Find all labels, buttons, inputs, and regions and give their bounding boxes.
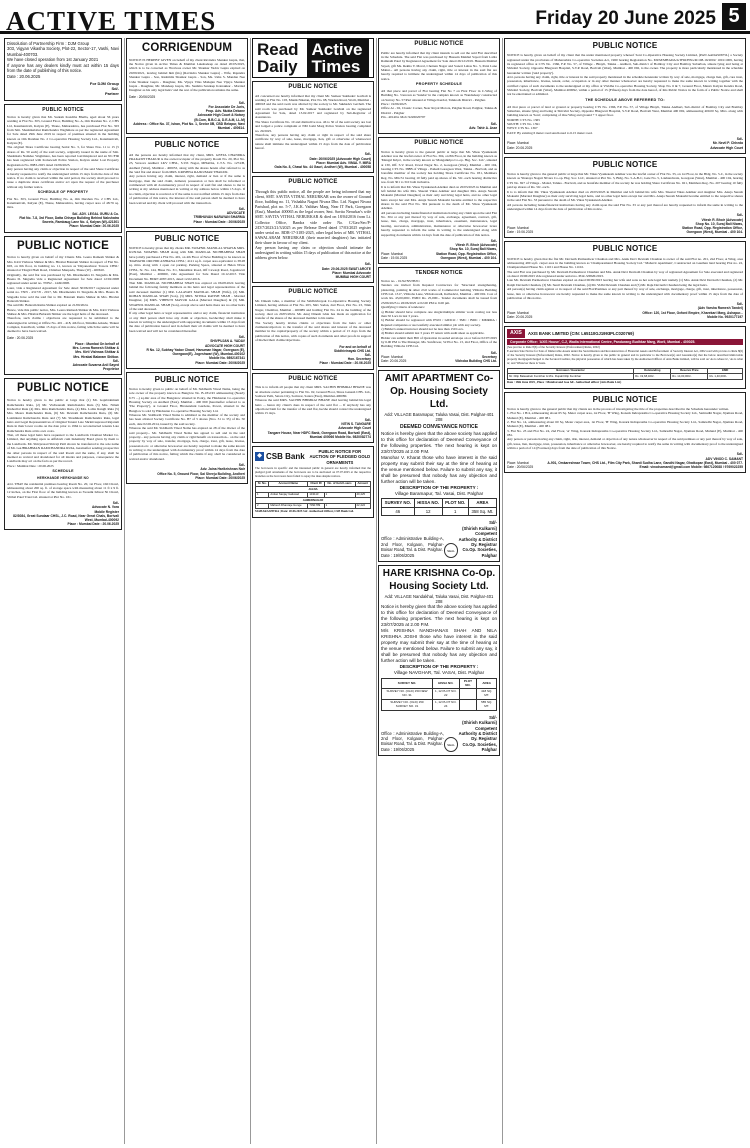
notice-signature: Sd/- ADVOCATE TRIBHUVAN NARAYAN SHARMA Place : Mumbai Date : 20/06/2025 bbox=[193, 206, 245, 224]
public-notice-thakur bbox=[126, 137, 248, 227]
table-cell: 418 SQ. MT. bbox=[477, 689, 497, 700]
notice-heading: PUBLIC NOTICE bbox=[16, 382, 110, 395]
notice-body: All concerned are hereby informed that my client Mr. Sameer Sukhadev Gavhali is residing at Flat No. 103, Manik Niketan, Plot No. 68, Warden Road, Worli, Mumbai - 400018 and the said room was allotted by the society to Mr. Sukhadev Gavhali. The said room was purchased by Mr. Sameer Sukhadev Gavhali on the registered Agreement for Sale, dated 13.02.2017 and registered by Sub-Registrar of Assurances. The Share Certificate No. 10 and distinctive nos. 46 to 50 of the said society are lost and lodged a police complaint at NM Joshi Marg Police Station bearing complaint no. 29/2025. Therefore, any persons having any claim or right in respect of the said share certificate by way of sale, lease, mortgage, lien, gift or otherwise of whatsoever nature shall intimate the undersigned within 15 days from the date of publication hereof. bbox=[255, 93, 372, 150]
notice-signature: Sd/- For Associate De Juris, Prop. Adv. Mukta Dekane Advocate High Court & Notary (B.Com, B.B.C.A, D.E.A.M, LL.M) Address : Office No. 37, Ishan, Plot No. 1, Sector 8B, CBD Belapur, Navi Mumbai - 400614. bbox=[133, 100, 245, 131]
notice-place-date: Place: Mumbai Date : 20/06/2025 bbox=[507, 460, 534, 470]
table-header-cell: AREA bbox=[468, 499, 496, 508]
notice-body: Notice no. - 01/92/NSTH/01 Tenders are invited from Reputed Contractors for 'Structural strengthening, plastering, painting & other civil works of Commercial building Vibhoba Building CHS Ltd. 1317, Vibhoba Lane, Vibhobawadi, Kalbadevi, Mumbai - 400 002. Cost of work Rs. 45,00,000/- EMD: Rs. 25,000/-. Tender documents shall be issued from 23/06/2025 to 26/06/2025 at 02.00 PM to 6.00 pm. Qualifying Criteria of tenderers: a) Bidder should have complete one single/multiple similar work costing not less than 50 Lacs in last 3 years. b) Bidder should be registered with PWD / GIDCO / TMC / BMC / MMRDA / Reputed companies or successfully executed similar job with any society. c) Bidder's annual turnover should not be less than 150 Lacs. d) Bidder should submit last 3 years IT return with audit sheet as applicable. Bidder can submit their Bill of Quotation in sealed envelope on or before 02/07/2025 by 6.00 PM to The Manager, Ms. Sunflower, 52 Plot No. 13, 2nd Floor, Office of the Building Vibhoba CHS Ltd. bbox=[381, 278, 497, 349]
table-cell: Rs. 1,40,000/- bbox=[708, 374, 743, 380]
notice-body: Notice is hereby given that the above society has applied to this office for declaration of Deemed Conveyance of the following properties. The next hearing is kept on 23/07/2025 at 2.00 P.M. Manohar V. Kharat those who have interest in the said property may submit their say at the time of hearing at the venue mentioned below. Failure to submit any say, it shall be presumed that nobody has any objection and further action will be taken. bbox=[381, 430, 497, 484]
notice-body: Through this public notice, all the people are being informed that my client, SMT. SAVITA VITHAL NERURKAR was the owner of Ground floor, building no. 11, Vishakha Nagari Nivara Dho. Ltd. Nagari Nivara Parishad, plot no. 5-7, J.K.K. Vaibhav Marg, Near IT Park, Goregaon (East), Mumbai 400065 as the legal owner, Smt. Savita Nerurkar's wife SMT. SAVITA VITHAL NERURKAR & died on 18/04/2016 from Lt. Collector Office, Bandra vide order No. C/Gav/Sec/P-2/D/7/2023/21/3/2025 as per Release Deed dated 17/03/2025 register under serial no. BDR-17-3185-2025, other legal heirs of MR. VITHAL SAWALARAM NERURKAR (their married daughters) has initiated their share in favour of my client. Any person having any claim or objection should intimate the undersigned in writing within 15 days of publication of this notice at the address given below. bbox=[255, 188, 371, 261]
table-cell: Mahesh Dhanraje Gunge bbox=[269, 503, 308, 509]
notice-heading: PUBLIC NOTICE bbox=[288, 84, 338, 90]
notice-heading: TENDER NOTICE bbox=[415, 269, 463, 276]
notice-heading: PUBLIC NOTICE bbox=[288, 375, 338, 382]
notice-body: Notice is hereby given to the general public that my clients are in the process of investigating the title of the properties described in the Schedule hereunder written. 1. Flat No. 1 B/4, admeasuring about 65 Sq. Meter carpet area, 1st Floor, 'B' Wing, Konark Indraprastha Co-operative Housing Society Ltd., Samrudhi Nagar, Jijamata Road, Mulund (E), Mumbai - 400 081. 2. Flat No. 14, admeasuring about 60 Sq. Meter carpet area, 1st Floor, 'B' Wing, Konark Indraprastha Co-operative Housing Society Ltd., Samrudhi Nagar, Jijamata Road, Mulund (E), Mumbai - 400 081. 3. Flat No. 23 and Flat No. 24, 2nd Floor, 'A' Wing, Konark Indraprastha Co-operative Housing Society Ltd., Samrudhi Nagar, Jijamata Road, Mulund (E), Mumbai - 400 081. Any person or persons having any claim, right, title, interest, demand or objection of any nature whatsoever in respect of the said premises or any part thereof by way of sale, gift, lease, lien, mortgage, trust, possession, inheritance or otherwise howsoever, are hereby required to notify the same in writing with documentary proof to the undersigned within a period of 14 (Fourteen) days from the date of publication of this Notice. bbox=[507, 406, 743, 451]
banner-line-2: Active Times bbox=[307, 39, 369, 77]
description-village: Village Baramapur, Tal. Vasai, Dist. Palghar bbox=[394, 490, 484, 496]
notice-body: Notice is hereby given to the general public at large that Mr. Vikas Vyankatesh Adelkar was the lawful owner of Flat No. 33, on 1st Floor, in the Bldg. No. 5-C, in the society known as 'Shanaya Nagari Nivara Co-op. Hsg. Soc. Ltd.', situated at Plot No. 5, Bldg. No. 5-A-B-C, Gate No. 5, Lokhandwala, Goregaon (West), Mumbai - 400 104, bearing CTS No. 827 of Village - Malad, Taluka - Borivali, and as bonafide member of the society he was holding Share Certificate No. 021, Members Reg. No. 207 bearing 10 fully paid up shares of Rs. 50/- each. It is to inform that Mr. Vikas Vyankatesh Adelkar died on 20/03/2025 in Mumbai and left behind his wife Mrs. Sheetal Vikas Adelkar and daughter Mrs. Anuja Suresh Mokashi (Married Daughter) as their only surviving legal heirs, and no other legal heirs except her and Mrs. Anuja Suresh Mokashi became entitled to the respective shares in the said Flat No. 33 pursuant to the death of Mr. Vikas Vyankatesh Adelkar. All persons including banks/financial institutions having any claim upon the said Flat No. 33 or any part thereof are hereby requested to inform the same in writing to the undersigned within 14 days from the date of publication of this notice. bbox=[507, 172, 743, 211]
notice-date: Date : 20/06/2025 bbox=[129, 94, 156, 99]
table-header-cell: Account Name bbox=[269, 481, 308, 487]
corrigendum-notice bbox=[126, 38, 248, 134]
bank-office-address: Corporate Office: 'AXIS House', C-2, Wadia International Centre, Pandurang Budhkar Marg, Worli, Mumbai - 400025. bbox=[507, 339, 743, 345]
axis-bank-logo-icon: AXIS bbox=[507, 329, 525, 338]
table-header-cell: SURVEY NO. bbox=[382, 499, 415, 508]
table-header-row bbox=[382, 499, 497, 508]
public-notice-soni-chs bbox=[504, 38, 746, 154]
public-notice-ghia bbox=[252, 286, 374, 369]
office-address: Office : Administrative Building-A, 2nd Floor, Kolgaon, Palghar-Boisar Road, Tal. & Dist. Palghar. Date : 19/06/2025 bbox=[381, 536, 444, 558]
notice-place-date: Place: Mumbai Date: 20.06.2025 bbox=[507, 310, 533, 319]
notice-heading: PUBLIC NOTICE bbox=[414, 41, 464, 47]
notice-heading: CORRIGENDUM bbox=[141, 42, 233, 54]
column-divider bbox=[376, 38, 377, 1144]
notice-body: Public are hereby informed that my client intends to sell out the said Flat described in the Schedule. The said Flat was purchased by Hussain Makbul Sayed from Lalita Ramnath Patel by Registered Agreement for Sale dated 26/12/2019. Hussain Makbul Sayed, gift Ms. Rekha V. Moral, Chetnan Nagar and Soneri Lahas No. 3, Parsi Lane Mahur... All persons having any claim, right, title or interest in the said flat are hereby required to intimate the undersigned within 14 days of publication of this notice. bbox=[381, 50, 497, 81]
notice-signature: Place : Mumbai On behalf of Mrs. Leena Ramesh Shitkar & Mrs. Kirti Vishwas Shitkar & Mrs. Hirabai Balaram Shitkar. Sd/- Advocate Suvarna Anil Sayed Proprietor bbox=[72, 341, 119, 372]
notice-signature: Sd/- Vitesh R. Bhoir (Advocate) Shop No. 10, Suraj Bali Niwas, Station Road, Opp. Registration Office, Goregaon (West), Mumbai - 400 104. bbox=[682, 213, 743, 235]
description-heading: DESCRIPTION OF THE PROPERTY : bbox=[399, 664, 479, 670]
notice-body: All the persons are hereby informed that my client, MRS. GEETA CHANDRA PRAKASH THAKUR is the owner/occupier of the property Room No. 20, Plot No. 23, Versova Andheri LKV CHSL, S.V.P. Nagar, MHADA, C.T.S. No. 1274/B, Andheri (West), Mumbai - 400053, along with the shares herein after referred to as the 'said flat and shares' from MRS. KRISHNA RAJKUMAR THAKUR. Any person having any claim, interest, right, demand or lien or if the same is mortgage, then the said claim, demand, possession or lien shall be informed or commenced with all documentary proof in respect of said flat and shares to me in writing at my address mentioned in writing at my address below within 15 days. If no claim, objection is received or if the same is not notified within 15 days from date of publication of this notice, the interest of the said person shall be deemed to have been waived and my client will proceed with the transaction. bbox=[129, 152, 245, 205]
notice-body: NOTICE IS HEREBY GIVEN on behalf of my client Ravindra Shankar Gupta, that, the Notice given in Active Times & Mumbai Lakshadeep on dated 20/05/2025, which is to be corrected as 'Previous owner Mr. Shankar Yadav Gupta expired on 20/09/2021, leaving behind him (his) (Ravindra Shankar Gupta) - Wife, Rajendra Shankar Gupta - Son, Rashmila Shankar Gupta - Son, Ms. Usha S. Mandan Nee Usha Shankar Gupta - Daughter, Ms. Vijaya Vilas Mahajan Nee Vijaya Shankar Gupta - Daughter, Mr. Mandeep Gupta, Ms. Sushma Sandeep Kotnakkar - Married Daughter as his only legal heirs' and the rest of the publication remains the same. bbox=[129, 57, 245, 93]
table-header-cell: No. of Gold Loans bbox=[324, 481, 355, 487]
public-notice-shitkar bbox=[4, 236, 122, 376]
notice-signature: Sd/- (Shirish Kulkarni) Competent Authority & District Dy. Registrar Co.Op. Societies, Palghar bbox=[458, 714, 497, 753]
table-header-cell: PLOT NO. bbox=[459, 678, 477, 689]
description-heading: DESCRIPTION OF THE PROPERTY : bbox=[399, 484, 479, 490]
public-notice-adelkar-304 bbox=[378, 137, 500, 264]
table-body bbox=[256, 487, 371, 509]
axis-bank-auction-notice bbox=[504, 326, 746, 388]
table-header-cell: Amount bbox=[355, 481, 371, 487]
notice-heading: PUBLIC NOTICE bbox=[288, 289, 338, 296]
csb-auction-notice bbox=[252, 446, 374, 518]
notice-body: Notice is hereby given to the general public at large that Mr. Vikas Vyankatesh Adelkar was the lawful owner of Flat No. 304, on 8th Floor, in the building known as 'Mangal Kripa', in the society known as 'Mangalkripa Co-op. Hsg. Soc. Ltd.', situated at 130, Off. S.V. Road, Ursod Nagar No. 2, Goregaon (West), Mumbai - 400 104, bearing CTS No. 388B of Village - Pahadi Goregaon West, Taluka - Borivali, and as bonafide member of the society has holding Share Certificate No. 031, Members Reg. No. MK/31 bearing 10 fully paid up shares of Rs. 50/- each bearing distinctive nos. from 301 to 310 both inclusive. It is to inform that Mr. Vikas Vyankatesh Adelkar died on 20/03/2025 in Mumbai and left behind his wife Mrs. Sheetal Vikas Adelkar and daughter Mrs. Anuja Suresh Mokashi (Married Daughter) as their only surviving legal heirs, and no other legal heirs except her and Mrs. Anuja Suresh Mokashi became entitled to the respective shares in the said Flat No. 304 pursuant to the death of Mr. Vikas Vyankatesh Adelkar. All persons including banks/financial institutions having any claim upon the said Flat No. 304 or any part thereof by way of sale, exchange, agreement, contract, gift, lease, lien, charge, mortgage, trust, inheritance, easement, maintenance, legal hearing, succession, administration, maintenance or otherwise howsoever is/are hereby requested to inform the same in writing to the undersigned along with supporting documents within 14 days from the date of publication of this notice. bbox=[381, 149, 497, 237]
table-header-cell: HISSA NO. bbox=[414, 499, 442, 508]
table-header-cell: EMD bbox=[708, 368, 743, 374]
notice-body: Notice is hereby given on behalf of my Clients Mrs. Leena Ramesh Shitkar & Mrs. Kirti Vishwas Shitkar & Mrs. Hirabai Balaram Shitkar in respect of Flat No. 603, on 6th floor, in building no. 11, known as 'Dnyaneshwar Towers CHSL' situated at Tilagiri Hadi Road, Chitalsar Manpada, Thane (W) - 400610. Originally, the said flat was purchased by Mr. Dharmendra D. Singadia & Mrs. Heena D. Singadia vide a Registered Agreement for Sale dated 12/02/2008 registered under serial no. TNN2 - 1449/2008. Later, vide a Registered Agreement for Sale dated 30/06/2017 registered under serial no. TNN - 4317/8 - 2017, Mr. Dharmendra D. Singadia & Mrs. Heena D. Singadia have sold the said flat to Mr. Balaram Rama Shitkar & Mrs. Hirabai Balaram Shitkar. The said Mr. Balaram Rama Shitkar expired on 21/06/2024. Hence, vide this public notice, Mrs. Leena Ramesh Shitkar & Mrs. Kirti Vishwas Shitkar & Mrs. Hirabai Balaram Shitkar are the legal heirs of the deceased. Therefore, such claims / objections are requested to be submitted to the undersigned in writing at Office No. 401 - 418, 4th floor, Shindhu Arkade, Thakur Complex, Kandivali, within 15 days of this notice, failing which the same will be deemed to have been waived. bbox=[7, 255, 119, 334]
table-row bbox=[382, 507, 497, 516]
notice-body: This is to inform all people that my client MRS. SACHIN BHIMRAJ BHANE was an absolute owner pertaining to Flat No. 02, Ground Floor, Shree Ganesh CHS. Ltd., Somwar Peth, Satara City, Somwar, Satara (East), Mumbai-400080. Whereas the said MRS. SACHIN BHIMRAJ BHANE died leaving behind his legal heirs ... hence my client's dues in respect of the said flat ... If anybody has any objection/claim for the transfer of the said flat, he/she should contact the undersigned within 15 days. bbox=[255, 385, 371, 416]
auction-table bbox=[507, 368, 743, 380]
notice-place-date: Place: Mumbai Date: 20.06.2025 bbox=[381, 354, 407, 364]
table-row bbox=[508, 374, 743, 380]
notice-heading: PUBLIC NOTICE bbox=[154, 374, 220, 384]
public-notice-gavhali bbox=[252, 81, 374, 173]
branch-name: AHMEDNAGAR bbox=[256, 498, 371, 504]
office-address: Office : Administrative Building-A, 2nd Floor, Kolgaon, Palghar-Boisar Road, Tal. & Dist. Palghar. Date : 19/06/2025 bbox=[381, 730, 444, 752]
notice-signature: Sd/- Advocate N. Vora Mobile Register 82/3084, Great Sundaar CHSL, J.C. Road, Near Great Chals, Borivali West, Mumbai-400092 Place : Mumbai Date : 20.06.2025 bbox=[13, 501, 119, 527]
table-header-row bbox=[382, 678, 497, 689]
notice-signature: Sd/- Date: 20/06/2025 (Advocate High Court) Place: Mumbai Adv. VIMAL Y. MIRA Gala No. 8, Chawl No. 44 Gauri, Andheri (W), Mumbai - 400058 bbox=[274, 152, 371, 169]
table-header-cell: Reserve Price bbox=[671, 368, 708, 374]
notice-footer: Date : 18th June 2025 , Place : Mumbai and Goa Sd/- Authorized officer (Axis Bank Ltd.) bbox=[507, 379, 622, 384]
notice-body: (See proviso to Rule 8(6) of the Security Interest (Enforcement) Rules, 2002) E-auction Sale Notice for Sale of Immovable Assets under the Securitisation and Reconstruction of Financial Assets and Enforcement of Security Interest Act, 2002 read with proviso to Rule 8(6) of the Security Interest (Enforcement) Rules, 2002. Notice is hereby given to the public in general and in particular to the Borrower(s) and Guarantor(s) that the below described immovable property mortgaged/charged to the Secured Creditor, the physical possession of which has been taken by the Authorised Officer of Axis Bank Limited, will be sold on 'As is where is', 'As is what is', and 'Whatever there is' basis. bbox=[507, 345, 743, 365]
page-number: 5 bbox=[722, 3, 746, 30]
schedule-body: Flat No. 303, Ground Floor, Building No. A, Om Darshan No. 2 CHS Ltd., Katemanivali, Kalyan (E), Thane, Maharashtra, having carpet area of 48.76 sq. mtrs. bbox=[7, 196, 119, 210]
csb-header bbox=[255, 449, 371, 465]
public-notice-konark bbox=[504, 392, 746, 474]
society-name: HARE KRISHNA Co-Op. Housing Society Ltd. bbox=[382, 568, 496, 592]
bank-name: AXIS BANK LIMITED (CIN: L65110GJ1993PLC020769) bbox=[528, 330, 634, 336]
notice-body: Dissolution of Partnership Firm : DJM Group 303, Vigyan Vikasha Society, Plot-22, Sector-17, Vashi, Navi Mumbai-400703. We have closed operation from 1st January 2021 If anyone has any dealers kindly must act within 15 days from the date of publishing of this notice. Date : 20.06.2025 bbox=[7, 41, 119, 79]
table-cell: SURVEY NO. (OLD) 150 SURVEY NO. 31 bbox=[382, 700, 433, 711]
notice-body: The borrowers in specific and the interested public in general are hereby informed that the pledged gold ornaments of the borrowers are to be auctioned on 07.07.2025 at the respective branches as the borrowers have failed to repay the dues despite notices. bbox=[255, 466, 371, 478]
seal-icon: SEAL bbox=[444, 737, 458, 752]
public-notice-adelkar-33 bbox=[504, 157, 746, 239]
notice-place-date: Place: Mumbai Date : 19.06.2025 bbox=[381, 251, 408, 260]
property-table bbox=[381, 498, 497, 516]
csb-logo: ◆ CSB Bank bbox=[255, 452, 305, 462]
table-cell: 1, 12 PLOT NO. 22 bbox=[432, 689, 459, 700]
table-cell: 1 bbox=[324, 503, 355, 509]
table-cell: Rs. 14,00,000/- bbox=[671, 374, 708, 380]
read-daily-banner bbox=[252, 38, 374, 78]
notice-signature: Sd/- Vitesh R. Bhoir (Advocate) Shop No. 10, Suraj Bali Niwas, Station Road, Opp. Registration Office, Goregaon (West), Mumbai - 400 104. bbox=[436, 238, 497, 260]
notice-signature: Sd/- NITIN S. TANGARE Advocate High Court Tangare House, Near HDFC Bank, Goregaon Road, Borivali (East), Mumbai 400066 Mobile No. 9820082774 bbox=[267, 417, 371, 439]
table-cell: 46 bbox=[382, 507, 415, 516]
issue-date: Friday 20 June 2025 bbox=[535, 8, 716, 29]
notice-signature: Sd/- ADV VINOD C. SAMANT A-901, Omkareshwar Tower, CHS Ltd., Film City Park, Shanti Sudha Lane, Gandhi Nagar, Ghatkopar (East), Mumbai - 400 077. Email: vinodsamant@gmail.com Mobile: 9867120088 / 9769022255 bbox=[547, 452, 743, 470]
society-name: AMIT APARTMENT Co-Op. Housing Society Ltd. bbox=[384, 373, 494, 410]
public-notice-bhalla bbox=[4, 104, 122, 233]
table-cell: 1 bbox=[256, 492, 269, 498]
table-cell: 1, 12 PLOT NO. 24 bbox=[432, 700, 459, 711]
axis-header bbox=[507, 329, 743, 338]
schedule-heading: PROPERTY SCHEDULE bbox=[415, 82, 463, 87]
notice-body: Notice is hereby given that the above society has applied to this office for declaration of Deemed Conveyance of the following properties. The next hearing is kept on 23/07/2025 at 2.00 P.M. M/s KRISHNA NANDHANAS SHAH AND NILA KRISHNA JOSHI those who have interest in the said property may submit their say at the time of hearing at the venue mentioned below. Failure to submit any say, it shall be presumed that nobody has any objection and further action will be taken. bbox=[381, 604, 497, 664]
table-cell: 12 bbox=[414, 507, 442, 516]
table-cell: 22,422 bbox=[355, 503, 371, 509]
public-notice-nerurkar bbox=[252, 176, 374, 283]
table-row bbox=[382, 689, 497, 700]
table-header-cell: Borrower / Guarantor bbox=[508, 368, 634, 374]
notice-heading: PUBLIC NOTICE bbox=[592, 244, 658, 254]
hare-krishna-notice bbox=[378, 565, 500, 756]
notice-date: Date : 20.06.2025 bbox=[7, 335, 34, 340]
column-divider bbox=[502, 38, 503, 1144]
notice-signature: Sd/- (Adv Varsha Ramesh Tandel) Office: 120, 1st Floor, Oxford Empire, Kharekari Marg, Ashapur... Mobile No. 9920177197 bbox=[642, 302, 743, 319]
table-cell: 2 bbox=[256, 503, 269, 509]
schedule-heading: THE SCHEDULE ABOVE REFERRED TO: bbox=[585, 97, 665, 102]
column-divider bbox=[250, 38, 251, 1144]
notice-body: NOTICE is hereby given on behalf of my client that the under mentioned property whereof Soni Co-Operative Housing Society Limited, (PAN AADAS0675L) a Society registered under the provisions of Maharashtra Co-operative Societies Act, 1960 bearing Registration No. MUM/MHADA/GTHO/HSG/R/108-16/2002/ 1001/1009, having its registered office at CTS No. 1366, F.P. No. 57, of Village - Bhayli, Taluka - Andheri, Sub-district of Bombay City and Bombay Suburban, situate lying and being at Shivshri Society, Opposite Bhagwati Hospital, S.V.P. Road, Borivali (West), Mumbai - 400 092, is the owner. The property is more particularly mentioned in the schedule hereunder written ('said property'). ALL persons having any claim, right, title or interest in the said property mentioned in the schedule hereunder written by way of sale, mortgage, charge lien, gift, care trust, possession, inheritance, license, tenant, order, occupation or in any other manner whatsoever are hereby requested to make the same known in writing together with the certified copies of such documents to the undersigned at my office at Vividha Co-operative Housing Society, Shop No. 6 & 7, Ground Floor, Manav Kalyan Kendra Road, Shivshri Society, Borivali (West), Mumbai 400092, within a period of 15 (Fifteen) days from the date hereof, of this Public Notice in the form of a Public Notice and shall not be entertained or admitted. bbox=[507, 53, 743, 97]
schedule-body: All that piece and parcel of Flat bearing Flat No 7 on First Floor in C-Wing of Building No. 3 known as 'Sundar' in the complex known as 'Nandadeep' constructed on Survey No. 57/Part situated at Village Kerdal, Taluka & District - Palghar. Place : 19/06/2025 Office At - 02, Classic Corner, Near Royal Motors, Palghar Road, Palghar, Taluka & District - Palghar Pin - 401404. Mob: 9226020797 bbox=[381, 89, 497, 120]
notice-heading: PUBLIC NOTICE bbox=[154, 233, 220, 243]
table-cell bbox=[459, 689, 477, 700]
description-village: Village NAVGHAR, Tal. VASAI, Dist. Palghar bbox=[393, 669, 485, 675]
auction-table bbox=[255, 481, 371, 510]
table-body bbox=[382, 507, 497, 516]
table-cell bbox=[459, 700, 477, 711]
notice-signature: Sd/- SHIVPUJAN A. YADAV ADVOCATE HIGH COURT R No. 12, Subhay Yadav Chawl, Hanuman Nagar, Goregaon (E), Goregaon(E), Jogeshwari (W), Mumbai-400102 Mobile No. 9892167341 Place: Mumbai Date: 20/06/2025 bbox=[146, 335, 245, 365]
property-table bbox=[381, 678, 497, 711]
table-cell: Mr. Dilip Balasaheb Kumbhar & Mrs. Rupali Dilip Kumbhar bbox=[508, 374, 634, 380]
public-notice-shah bbox=[126, 231, 248, 369]
notice-heading: PUBLIC NOTICE bbox=[154, 140, 220, 150]
table-cell: 143113 bbox=[308, 492, 324, 498]
table-header-cell: Outstanding bbox=[634, 368, 671, 374]
notice-heading: PUBLIC NOTICE bbox=[288, 179, 338, 186]
table-header-cell: PLOT NO. bbox=[442, 499, 468, 508]
csb-logo-icon: ◆ bbox=[255, 452, 264, 461]
table-header-cell: HISSA NO. bbox=[432, 678, 459, 689]
table-header-cell: Client ID bbox=[308, 481, 324, 487]
schedule-body: All that piece or parcel of land or ground or property bearing CTS No. 1366, F.P. No. 57, of Village Bhayli, Taluka Andheri, Sub-district of Bombay City and Bombay Suburban, situate lying and being at Shivshri Society, Opposite Bhagwati Hospital, S.V.P. Road, Borivali West, Mumbai 400 092, admeasuring 400.00 Sq. Mtrs. along with building known as 'Soni', comprising of One Wing and ground + 5 upper floor. NORTH: CTS No. 1365 SOUTH: CTS No. 1391 WEST: CTS No. 1367 EAST: By existing 6 meter road sanctioned to 6.15 meter road. bbox=[507, 104, 743, 135]
column-1 bbox=[4, 38, 122, 1144]
notice-signature: Sd/- (Shirish Kulkarni) Competent Authority & District Dy. Registrar Co.Op. Societies, Palghar bbox=[458, 520, 497, 558]
notice-heading: PUBLIC NOTICE bbox=[16, 239, 110, 252]
schedule-heading: SCHEDULE OF PROPERTY bbox=[37, 190, 89, 194]
tender-notice bbox=[378, 267, 500, 367]
notice-signature: Sd/- Secretary Vibhoba Building CHS Ltd. bbox=[455, 350, 497, 364]
notice-heading: PUBLIC NOTICE bbox=[592, 159, 658, 169]
table-cell: 358 Sq. Mt. bbox=[468, 507, 496, 516]
column-2 bbox=[126, 38, 248, 1144]
table-header-cell: AREA bbox=[477, 678, 497, 689]
public-notice-sayed bbox=[378, 38, 500, 134]
notice-heading: PUBLIC NOTICE FOR AUCTION OF PLEDGED GOLD ORNAMENTS bbox=[309, 448, 371, 465]
table-row bbox=[382, 700, 497, 711]
table-body bbox=[508, 374, 743, 380]
schedule-heading: SCHEDULE bbox=[52, 468, 74, 473]
table-cell: 1 bbox=[442, 507, 468, 516]
notice-heading: PUBLIC NOTICE bbox=[42, 106, 84, 113]
table-body bbox=[382, 689, 497, 710]
notice-signature: Sd/- Date: 20.06.2025 SWATI AROTE Place: Mumbai Advocate MUMBAI HIGH COURT bbox=[321, 262, 371, 280]
notice-heading: PUBLIC NOTICE bbox=[592, 394, 658, 404]
schedule-subheading: HERKHANDE HERKHANDE NO bbox=[37, 475, 89, 480]
notice-place-date: Place: Mumbai Date: 20.06.2025 bbox=[507, 141, 533, 150]
schedule-body: ALL THAT the residential premises bearing Room No. 20, 1st Floor, Old Chawl, admeasuring about 200 sq. ft. of storage space with measuring about 11 ft x 9 ft. 12 inches, on the First floor of the building known as Swastik Ishwar Ni Chawl, Vitthal Patel Trust Ltd. situated at Plot No. 161. bbox=[7, 481, 119, 499]
notice-signature: For DJM Group Sd/- Partner bbox=[89, 81, 119, 97]
column-5 bbox=[504, 38, 746, 1144]
notice-body: Notice is hereby given to the public at large that (1) Mr. Gajabrahmam Ramchandra Ruia, (2) Mr. Vishwanath Ramchandra Ruia (3) Mrs. Nilam Kishorilal Ruia (4) Mrs. Rita Ramchandra Ruia, (4) Mrs. Lalita Rangli Ruia (5) Mrs. Meera Ramchandra Ruia, (6) Mr. Devnath Ramchandra Ruia, (6) Mr. Laxmikant Ramchandra Ruia and (7) Mr. Shashikant Ramchandra Ruia, legal heirs and Legal Representatives of Original Tenant Late Shrinivasprasad Rajaram Ruia in their lower rooms on the date prior to 1964 to reconstructed tenants Late Ramchandra Ruia at his own costs. That, all these legal heirs have requested to the Landlords Chamasi Market Co. Limited, that anything upon as Affidavit cum Indemnity Bond given by them to the Landlords. Mr. Shivprasad Shivaji Patil shown be transferred to the sole name of Mr. GAJBRAHMAN RAMCHANDRA RUIA, hereinafter sending prospective the other persons in respect of the said Room and the same, if any, shall be deemed as waived and abandoned for all intents and purposes, consequence the Landlords may act on the facts as per the record. Place : Mumbai Date : 20.06.2025 bbox=[7, 398, 119, 468]
newspaper-title: ACTIVE TIMES bbox=[6, 6, 217, 36]
public-notice-bhane bbox=[252, 373, 374, 443]
notice-body: NOTICE is hereby given that the flat Mr. Devnath Parmeshwar Chauhan and Mrs. Annk Devi Devnath Chauhan is owner of the said Flat no. 201, 2nd Floor, A Wing, area admeasuring 490 sq.ft. carpet area in the building known as 'Champaramand Housing Society Ltd.' 'Mahavir Apartment', Constructed on Gauthan land bearing Plot no. 22, Champaramand House No. 11101 and House No. 11102. The said Flat was purchased by Mr. Devnath Parmeshwar Chauhan and Mrs. Annk Devi Devnath Chauhan by way of registered Agreement for Sale executed and registered on dated 19/06/2023 vide registered under serial no. PLR-3/6826/2023. Late Mr. Devnath Parmeshwar Chauhan expired on dated 06/09/2023 leaving her wife and sons as her sole legal heir namely (1) Mrs. Annk Devi Devnath Chauhan, (2) Mr. Ranjit Devnath Chauhan, (3) Mr. Sunil Devnath Chauhan, (4) Mr. Vidhi Devnath Chauhan and (5) Mr. Raju Devnath Chauhan being the legal heirs. All person(s) having claim against or in respect of the said Flat/Premises or any part thereof by way of sale, exchange, mortgage, charge, gift, trust, inheritance, possession, lease, lien or otherwise howsoever are hereby requested to make the same known in writing to the undersigned with documentary proof within 15 days from the date of publication of this notice. bbox=[507, 256, 743, 300]
table-cell: Aniket Sanjay Gaikwad bbox=[269, 492, 308, 498]
table-cell: 7391789 bbox=[308, 503, 324, 509]
notice-footer: MAHARASHTRA | Date: 20.06.2025 Sd/- Authorised Officer, CSB Bank Ltd. bbox=[255, 509, 354, 514]
notice-signature: Sd/- Adv. Jaina Harikrishnan Nair Office No. 5, Ground Floor, Sai Sheeju Building, Andheri Place: Mumbai Date: 20/06/2025 bbox=[157, 463, 245, 480]
column-divider bbox=[124, 38, 125, 1144]
table-header-cell: Sl. No. bbox=[256, 481, 269, 487]
column-4 bbox=[378, 38, 500, 1144]
notice-signature: Sd/- ADV. LEGAL GURU & Co. Flat No. 7-8, 3rd Floor, Datta Chhaya Building Behind Nakshatra Sweets, Rambaug Lane No. 4, Kalyan (W)-421301 Place: Mumbai Date: 20.06.2025 bbox=[19, 211, 119, 229]
dissolution-notice bbox=[4, 38, 122, 101]
branch-name: JALNA bbox=[256, 487, 371, 493]
notice-body: NOTICE is hereby given that my clients MR. SWAPNIL MANILAL SHAH & MRS. KUNJAL SWAPNIL SHAH along with MR. MANILAL NICHHABHAI SHAH have jointly purchased a Flat No. 401, on 4th Floor of Neve Building to be known as 'MAHAVIR ORCHID ASHIANA CHSL', 4121 sq.ft. carpet area equivalent to 38.28 sq. mtrs. along with 1 open car parking. Parking Space, situated at Helen Nivas CHSL, Sr. No. 144, Hissa No. 3/1, Manubhai Road, Off Cawasji Road, Jogeshwari (East), Mumbai - 400060, vide Agreement for Sale Dated 10.12.2015 Vide Document No. BDR7-2087-2015, dated 12.02.2016. That MR. MANILAL NICHHABHAI SHAH has expired on 06.08.2024 leaving behind the following family members as his heirs and legal representatives of the said deceased member (1) MR. LALAVATI MANILAL SHAH (Wife), (2) MR. ROHAN MANILAL SHAH (Son), (3) MRS. NITIKA RATISH SHAH - Married Daughter, (4) MRS. VIBHUTI MAYUR GALA (Married Daughter) & (5) MR. SWAPNIL MANILAL SHAH (Son), except above said heirs there are no other heirs of the said deceased. If any other legal heirs or legal representative and/or any claim, financial institution or any third person shall have any claim or objection, he/she/they shall make it known in writing to the undersigned with supporting documents within 15 days from the date of publication hereof and in default their all claims will be deemed to have been waived and will not be considered thereafter. bbox=[129, 246, 245, 333]
notice-body: Mr. Dinesh Ghia, a member of the Siddhivinayak Co-Operative Housing Society Limited, having address at Flat No. 203, Shiv Sadan, 2nd Floor, Plot No. 23, Tilak Nagar, Chembur, Mumbai - 400089 and holding Flat No. 24 in the building of the society, died on 20/05/2024. Mr. Anuj Dinesh Ghia has made an application for transfer of the shares of the deceased member to his name. The Society hereby invites claims or objections from the heirs or other claimants/objectors to the transfer of the said shares and interest of the deceased member in the capital/property of the society within a period of 15 days from the publication of this notice, with copies of such documents and other proofs in support of his/her/their claims/objections. bbox=[255, 298, 371, 343]
notice-body: Notice is hereby given that Mr. Sudesh Kondiba Bhalla, aged about 56 years residing at Flat No. 303, Ground Floor, Building No. A, Om Darshan No. 2, CHS Ltd, Katemanivali, Kalyan (E), Thane, Maharashtra, has purchased Flat No. 303 from Smt. Shashikalabai Ramchandra Waghmare as per the registered Agreement for Sale dated 29th June 2019 in respect of premises situated in the building known as Om Darshan No. 2 Co-operative Housing Society Ltd., Katemanivali, Kalyan (E). The original Share Certificate bearing Serial No. 3, for Share Nos. 11 to 15 (5 shares of Rs. 50 each) of the said society, originally issued in the name of Smt. Shashikala Namdeo Waghmare, has been reported lost/misplaced and an NC/FIR has been registered with Kolsewadi Police Station, Kalyan under Lost Property Registration No. 8983-2025 dated 19/06/2025. Any person having any claim or objection in respect of the said Share Certificate is hereby requested to notify the undersigned within 15 days from the date of this notice. If no claim is received within the said period, the society shall proceed to issue a duplicate share certificate and/or act upon the request of the purchaser without any further notice. bbox=[7, 114, 119, 189]
notice-place-date: Place: Mumbai Date : 19.06.2025 bbox=[507, 225, 534, 235]
seal-icon: SEAL bbox=[444, 543, 458, 558]
notice-heading: PUBLIC NOTICE bbox=[592, 41, 658, 50]
notice-subheading: DEEMED CONVEYANCE NOTICE bbox=[400, 423, 478, 430]
table-cell: 1 bbox=[324, 492, 355, 498]
notice-signature: Sd/- Mr. Nevil P. Chheda Advocate High Court bbox=[710, 137, 743, 150]
table-cell: 40,425 bbox=[355, 492, 371, 498]
public-notice-nema bbox=[126, 372, 248, 484]
table-cell: SURVEY NO. (OLD) 150 NEW NO. 31 bbox=[382, 689, 433, 700]
notice-heading: PUBLIC NOTICE bbox=[414, 140, 464, 146]
amit-apartment-notice bbox=[378, 370, 500, 562]
society-address: Add: VILLAGE Nandakhal, Taluka Vasai, Dist. Palghar-401 208 bbox=[384, 593, 494, 604]
notice-signature: For and on behalf of Siddhivinayak CHS Ltd. Sd/- Hon. Secretary Place : Mumbai Date : 20.06.2025 bbox=[319, 344, 371, 366]
notice-signature: Sd/- Adv. Tahir A. Asar bbox=[469, 121, 497, 130]
table-row bbox=[256, 503, 371, 509]
column-3 bbox=[252, 38, 374, 1144]
table-cell: Rs. 19,68,400/- bbox=[634, 374, 671, 380]
banner-line-1: Read Daily bbox=[257, 40, 299, 76]
notice-body: Notice is hereby given to public on behalf of Mr. Siddharth Vinod Nema, being the sole owner of the property known as Bunglow No. B-18/2/45 admeasuring (Nearly 6.75 ...) sq.mtr area of the Bungalow situated in Ponty, the Hindustan Co-operative Housing Society on Andheri (East), Mumbai - 400 069 (hereinafter referred to as 'The Property'), at Ground Floor, Hiranandani Gardens, Powai, situated in the Bunglow is sold by Hindustan Co-operative Housing Society Ltd. Whereas Mr. Siddharth Vinod Nema is admitted as the member of the society and has been allotted Society Certificate No. B7 of 5 shares (Nos. 31 to 35) of Rs. 50 each, date 02.06.2014, issued by the said society. Whereas the said Mr. Siddharth Vinod Nema has expired on 28 of the Owner of the said property... Mr. Siddharth Vinod Nema has agreed to sell and in the said property... any persons having any claim or right/benefit on transaction... on the said property by way of sale, transfer, mortgage, lien, charge, trust, gift, lease, license, possession etc. or otherwise howsoever are hereby required to make the same known in writing to the undersigned with documentary proof within 14 days from the date of publication of this notice, failing which the claims if any, shall be considered as waived and/or abandoned. bbox=[129, 386, 245, 461]
masthead bbox=[0, 0, 750, 34]
public-notice-chauhan bbox=[504, 241, 746, 323]
table-cell: 585 SQ. MT. bbox=[477, 700, 497, 711]
public-notice-ruia bbox=[4, 378, 122, 530]
society-address: Add: VILLAGE Baramapur, Taluka Vasai, Dist. Palghar-401 208 bbox=[384, 411, 494, 423]
table-header-cell: SURVEY NO. bbox=[382, 678, 433, 689]
